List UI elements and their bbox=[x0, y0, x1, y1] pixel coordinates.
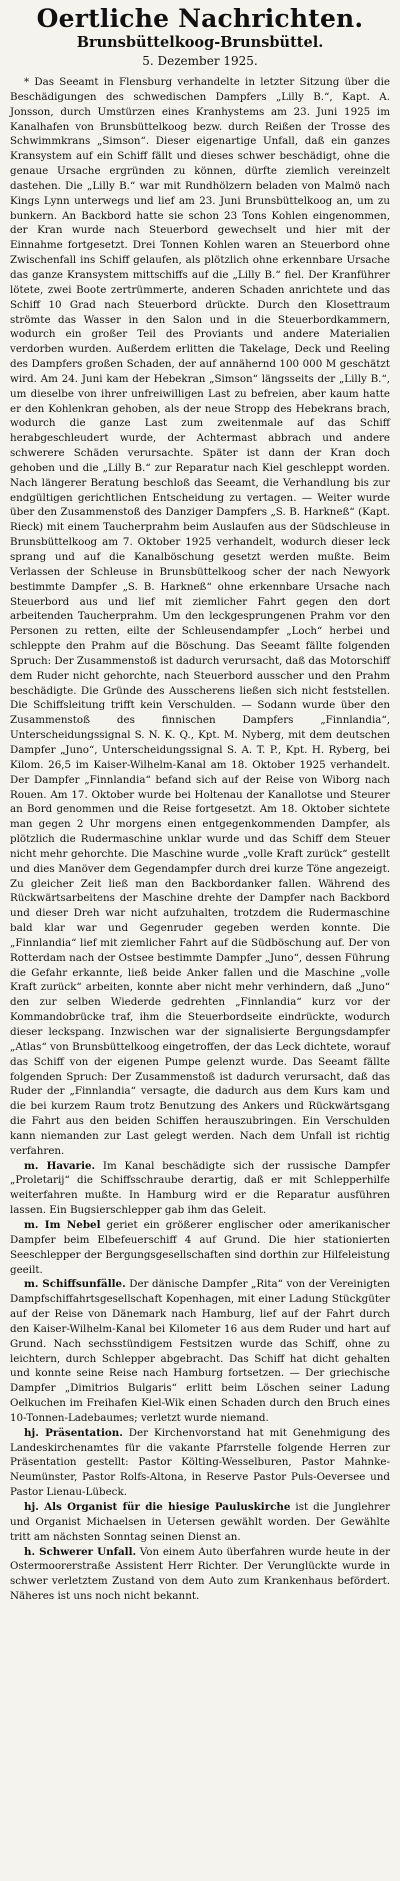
article-havarie bbox=[10, 1159, 390, 1218]
article-schwerer-unfall bbox=[10, 1545, 390, 1604]
article-text: Der dänische Dampfer „Rita“ von der Vereinigten Dampfschiffahrtsgesellschaft Kopenhagen, mit einer Ladung Stückgüter auf der Reise von Dänemark nach Hamburg, lief auf der Fahrt durch den Kaiser-Wilhelm-Kanal bei Kilometer 16 aus dem Ruder und hart auf Grund. Nach sechsstündigem Festsitzen wurde das Schiff, ohne zu leichtern, durch Schlepper abgebracht. Das Schiff hat dicht gehalten und konnte seine Reise nach Hamburg fortsetzen. — Der griechische Dampfer „Dimitrios Bulgaris“ erlitt beim Löschen seiner Ladung Oelkuchen im Freihafen Kiel-Wik einen Schaden durch den Bruch eines 10-Tonnen-Ladebaumes; verletzt wurde niemand. bbox=[10, 1278, 390, 1424]
section-subtitle: Brunsbüttelkoog-Brunsbüttel. bbox=[76, 34, 324, 51]
article-heading: m. Havarie. bbox=[24, 1159, 96, 1172]
article-heading: hj. Als Organist für die hiesige Pauluskirche bbox=[24, 1501, 291, 1513]
article-heading: hj. Präsentation. bbox=[24, 1426, 123, 1439]
article-seeamt bbox=[10, 75, 390, 1159]
article-im-nebel bbox=[10, 1218, 390, 1277]
section-title: Oertliche Nachrichten. bbox=[36, 4, 364, 33]
article-text: geriet ein größerer englischer oder amerikanischer Dampfer beim Elbefeuerschiff 4 auf Grund. Die hier stationierten Seeschlepper der Bergungsgesellschaften sind dorthin zur Hilfeleistung geeilt. bbox=[10, 1218, 390, 1276]
article-organist bbox=[10, 1500, 390, 1545]
article-text: Der Kirchenvorstand hat mit Genehmigung des Landeskirchenamtes für die vakante Pfarrstelle folgende Herren zur Präsentation gestellt: Pastor Költing-Wesselburen, Pastor Mahnke-Neumünster, Pastor Rolfs-Altona, in Reserve Pastor Puls-Oeversee und Pastor Lienau-Lübeck. bbox=[10, 1426, 390, 1499]
article-text: Im Kanal beschädigte sich der russische Dampfer „Proletarij“ die Schiffsschraube derartig, daß er mit Schlepperhilfe weiterfahren mußte. In Hamburg wird er die Reparatur ausführen lassen. Ein Bugsierschlepper gab ihm das Geleit. bbox=[10, 1159, 390, 1217]
article-heading: m. Schiffsunfälle. bbox=[24, 1278, 126, 1291]
newspaper-page bbox=[10, 0, 390, 1604]
article-text: ist die Junglehrer und Organist Michaelsen in Uetersen gewählt worden. Der Gewählte tritt am nächsten Sonntag seinen Dienst an. bbox=[10, 1501, 390, 1543]
article-schiffsunfaelle bbox=[10, 1277, 390, 1425]
article-text: * Das Seeamt in Flensburg verhandelte in letzter Sitzung über die Beschädigungen des schwedischen Dampfers „Lilly B.“, Kapt. A. Jonsson, durch Umstürzen eines Kranhystems am 23. Juni 1925 im Kanalhafen von Brunsbüttelkoog bezw. durch Reißen der Trosse des Schwimmkrans „Simson“. Dieser eigenartige Unfall, daß ein ganzes Kransystem auf ein Schiff fällt und dieses schwer beschädigt, ohne die genaue Ursache ergründen zu können, dürfte ziemlich vereinzelt dastehen. Die „Lilly B.“ war mit Rundhölzern beladen von Malmö nach Kings Lynn unterwegs und lief am 23. Juni Brunsbüttelkoog an, um zu bunkern. An Backbord hatte sie schon 23 Tons Kohlen eingenommen, der Kran wurde nach Steuerbord gewechselt und hier mit der Einnahme fortgesetzt. Drei Tonnen Kohlen waren an Steuerbord ohne Zwischenfall ins Schiff gelaufen, als plötzlich ohne erkennbare Ursache das ganze Kransystem mittschiffs auf die „Lilly B.“ fiel. Der Kranführer lötete, zwei Boote zertrümmerte, anderen Schaden anrichtete und das Schiff 10 Grad nach Steuerbord drückte. Durch den Klosettraum strömte das Wasser in den Salon und in die Steuerbordkammern, wodurch ein großer Teil des Proviants und andere Materialien verdorben wurden. Außerdem erlitten die Takelage, Deck und Reeling des Dampfers großen Schaden, der auf annähernd 100 000 M geschätzt wird. Am 24. Juni kam der Hebekran „Simson“ längsseits der „Lilly B.“, um dieselbe von ihrer unfreiwilligen Last zu befreien, aber kaum hatte er den Kohlenkran gehoben, als der neue Stropp des Hebekrans brach, wodurch die ganze Last zum zweitenmale auf das Schiff herabgeschleudert wurde, der Achtermast abbrach und andere schwerere Schäden verursachte. Später ist dann der Kran doch gehoben und die „Lilly B.“ zur Reparatur nach Kiel geschleppt worden. Nach längerer Beratung beschloß das Seeamt, die Verhandlung bis zur endgültigen gerichtlichen Entscheidung zu vertagen. — Weiter wurde über den Zusammenstoß des Danziger Dampfers „S. B. Harkneß“ (Kapt. Rieck) mit einem Taucherprahm beim Auslaufen aus der Südschleuse in Brunsbüttelkoog am 7. Oktober 1925 verhandelt, wodurch dieser leck sprang und auf die Kanalböschung gesetzt werden mußte. Beim Verlassen der Schleuse in Brunsbüttelkoog scher der nach Newyork bestimmte Dampfer „S. B. Harkneß“ ohne erkennbare Ursache nach Steuerbord aus und lief mit ziemlicher Fahrt gegen den dort arbeitenden Taucherprahm. Um den leckgesprungenen Prahm vor den Personen zu retten, eilte der Schleusendampfer „Loch“ herbei und schleppte den Prahm auf die Böschung. Das Seeamt fällte folgenden Spruch: Der Zusammenstoß ist dadurch verursacht, daß das Motorschiff dem Ruder nicht gehorchte, nach Steuerbord ausscher und den Prahm beschädigte. Die Gründe des Ausscherens ließen sich nicht feststellen. Die Schiffsleitung trifft kein Verschulden. — Sodann wurde über den Zusammenstoß des finnischen Dampfers „Finnlandia“, Unterscheidungssignal S. N. K. Q., Kpt. M. Nyberg, mit dem deutschen Dampfer „Juno“, Unterscheidungssignal S. A. T. P., Kpt. H. Ryberg, bei Kilom. 26,5 im Kaiser-Wilhelm-Kanal am 18. Oktober 1925 verhandelt. Der Dampfer „Finnlandia“ befand sich auf der Reise von Wiborg nach Rouen. Am 17. Oktober wurde bei Holtenau der Kanallotse und Steurer an Bord genommen und die Reise fortgesetzt. Am 18. Oktober sichtete man gegen 2 Uhr morgens einen entgegenkommenden Dampfer, als plötzlich die Rudermaschine unklar wurde und das Schiff dem Steuer nicht mehr gehorchte. Die Maschine wurde „volle Kraft zurück“ gestellt und dies Manöver dem Gegendampfer durch drei kurze Töne angezeigt. Zu gleicher Zeit ließ man den Backbordanker fallen. Während des Rückwärtsarbeitens der Maschine drehte der Dampfer nach Backbord und dieser Dreh war nicht aufzuhalten, trotzdem die Rudermaschine bald klar war und Gegenruder gegeben werden konnte. Die „Finnlandia“ lief mit ziemlicher Fahrt auf die Südböschung auf. Der von Rotterdam nach der Ostsee bestimmte Dampfer „Juno“, dessen Führung die Gefahr erkannte, ließ beide Anker fallen und die Maschine „volle Kraft zurück“ arbeiten, konnte aber nicht mehr verhindern, daß „Juno“ den zur selben Wiederde gedrehten „Finnlandia“ kurz vor der Kommandobrücke traf, ihm die Steuerbordseite eindrückte, wodurch dieser leckspang. Inzwischen war der signalisierte Bergungsdampfer „Atlas“ von Brunsbüttelkoog eingetroffen, der das Leck dichtete, worauf das Schiff von der eigenen Pumpe gelenzt wurde. Das Seeamt fällte folgenden Spruch: Der Zusammenstoß ist dadurch verursacht, daß das Ruder der „Finnlandia“ versagte, die dadurch aus dem Kurs kam und die bei kurzem Raum trotz Benutzung des Ankers und Rückwärtsgang die Fahrt aus den beiden Schiffen herauszubringen. Ein Verschulden kann niemanden zur Last gelegt werden. Nach dem Unfall ist richtig verfahren. bbox=[10, 76, 391, 1157]
article-heading: m. Im Nebel bbox=[24, 1218, 101, 1231]
article-heading: h. Schwerer Unfall. bbox=[24, 1545, 137, 1558]
article-praesentation bbox=[10, 1426, 390, 1500]
issue-date: 5. Dezember 1925. bbox=[142, 54, 258, 68]
article-text: Von einem Auto überfahren wurde heute in der Ostermoorerstraße Assistent Herr Richter. Der Verunglückte wurde in schwer verletztem Zustand von dem Auto zum Krankenhaus befördert. Näheres ist uns noch nicht bekannt. bbox=[10, 1545, 390, 1603]
